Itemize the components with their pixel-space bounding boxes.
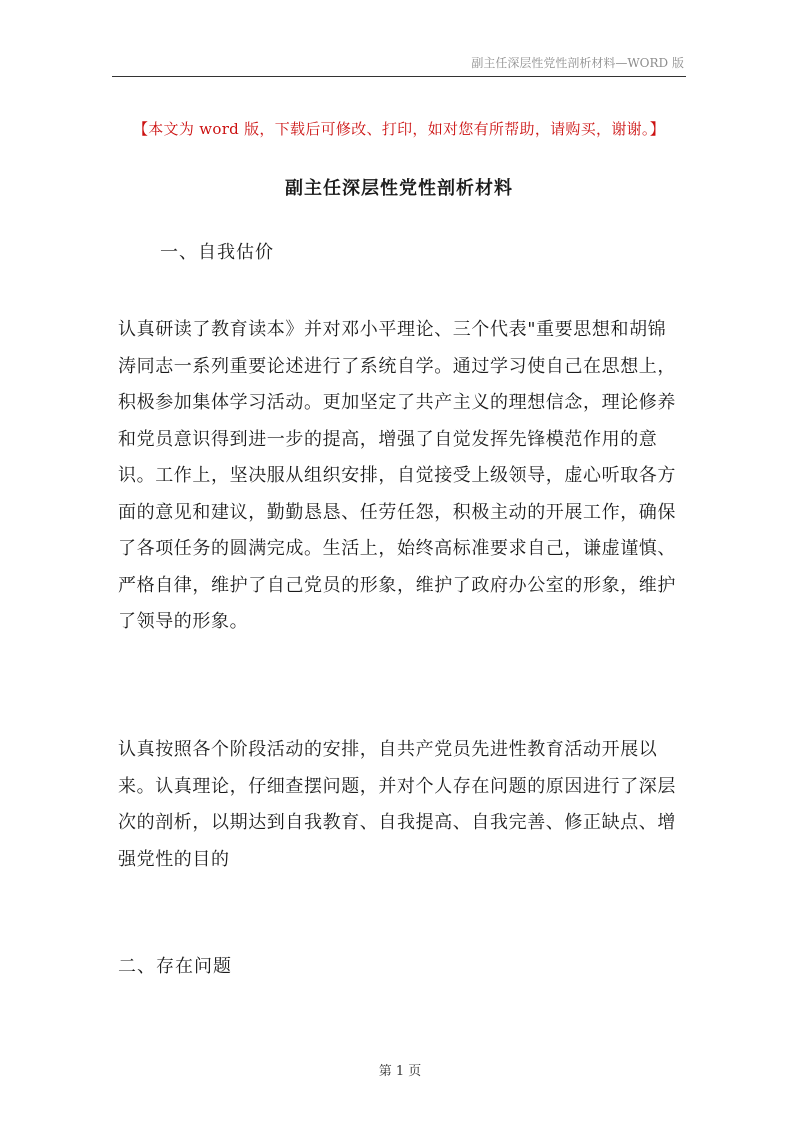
paragraph-line: 次的剖析，以期达到自我教育、自我提高、自我完善、修正缺点、增 xyxy=(118,812,676,833)
paragraph-line: 强党性的目的 xyxy=(118,848,230,870)
paragraph-line: 面的意见和建议，勤勤恳恳、任劳任怨，积极主动的开展工作，确保 xyxy=(118,501,676,523)
page-header xyxy=(112,52,686,77)
document-title: 副主任深层性党性剖析材料 xyxy=(285,178,513,199)
paragraph-line: 严格自律，维护了自己党员的形象，维护了政府办公室的形象，维护 xyxy=(118,574,676,596)
paragraph-line: 了领导的形象。 xyxy=(118,611,249,632)
section-heading-self-assessment: 一、自我估价 xyxy=(160,242,274,263)
paragraph-line: 涛同志一系列重要论述进行了系统自学。通过学习使自己在思想上， xyxy=(118,355,676,377)
paragraph-line: 认真按照各个阶段活动的安排，自共产党员先进性教育活动开展以 xyxy=(118,739,658,760)
page-number: 第 1 页 xyxy=(378,1064,422,1079)
paragraph-2 xyxy=(118,732,708,878)
purchase-notice: 【本文为 word 版，下载后可修改、打印，如对您有所帮助，请购买，谢谢。】 xyxy=(132,120,666,138)
paragraph-line: 和党员意识得到进一步的提高，增强了自觉发挥先锋模范作用的意 xyxy=(118,428,658,450)
paragraph-1 xyxy=(118,312,708,641)
paragraph-line: 认真研读了教育读本》并对邓小平理论、三个代表"重要思想和胡锦 xyxy=(118,319,667,340)
paragraph-line: 了各项任务的圆满完成。生活上，始终高标准要求自己，谦虚谨慎、 xyxy=(118,538,676,559)
running-title: 副主任深层性党性剖析材料—WORD 版 xyxy=(471,56,684,70)
paragraph-line: 积极参加集体学习活动。更加坚定了共产主义的理想信念，理论修养 xyxy=(118,392,676,413)
paragraph-line: 识。工作上，坚决服从组织安排，自觉接受上级领导，虚心听取各方 xyxy=(118,465,676,486)
paragraph-line: 来。认真理论，仔细查摆问题，并对个人存在问题的原因进行了深层 xyxy=(118,775,676,797)
section-heading-problems: 二、存在问题 xyxy=(118,956,232,977)
